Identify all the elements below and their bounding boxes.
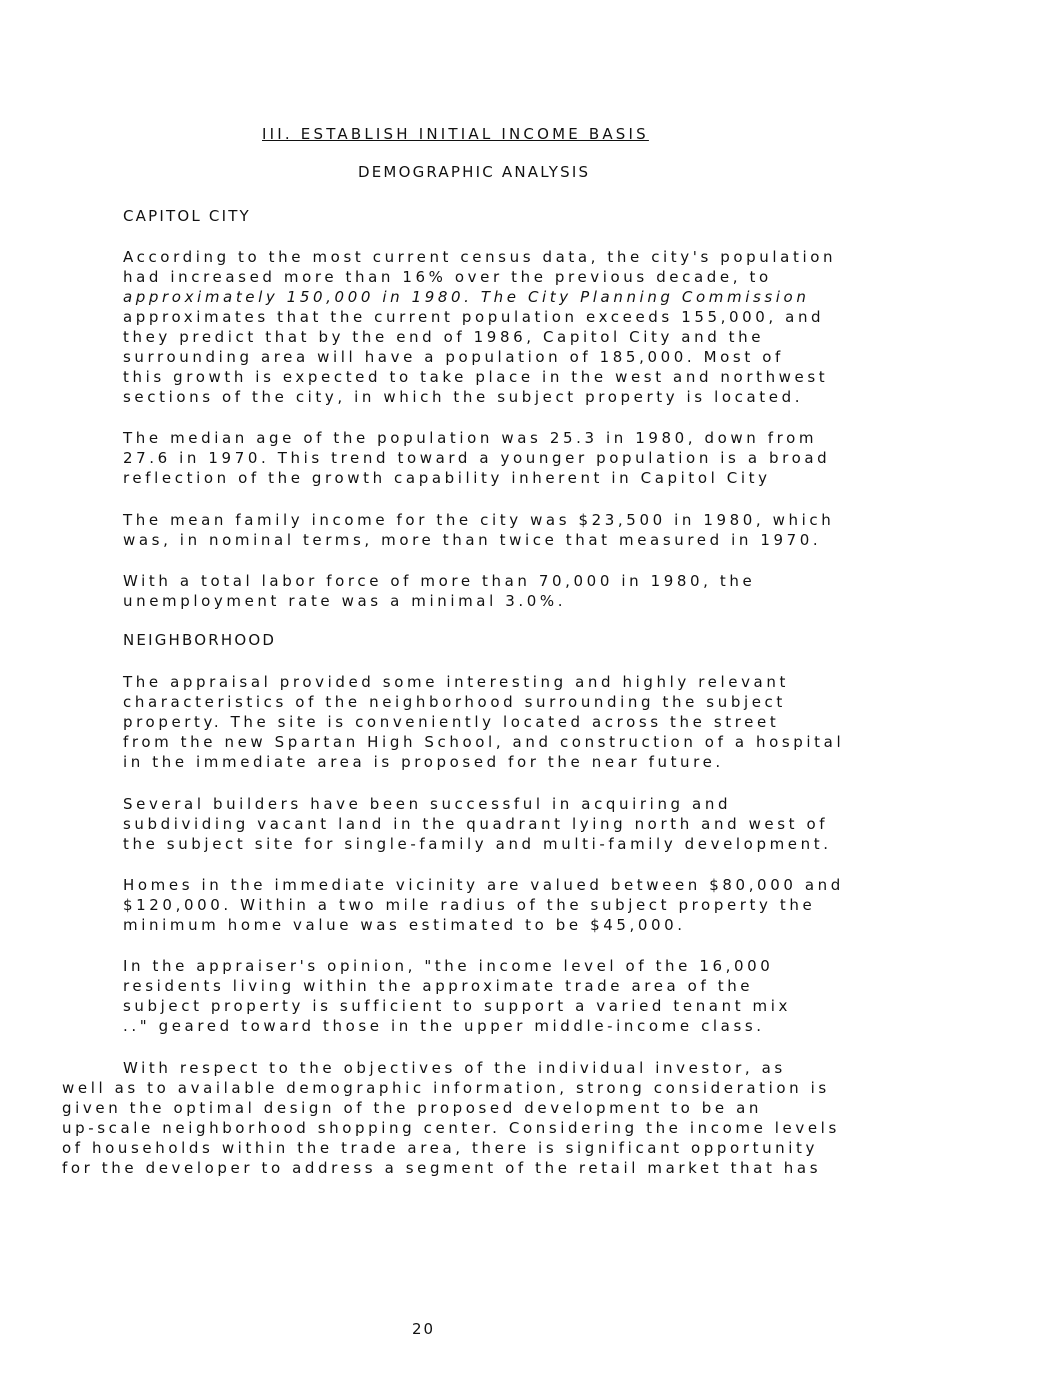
- text-line: well as to available demographic information, strong consideration is: [62, 1079, 830, 1097]
- text-line: this growth is expected to take place in the west and northwest: [123, 368, 829, 386]
- text-line: residents living within the approximate trade area of the: [123, 977, 754, 995]
- text-line: subject property is sufficient to support a varied tenant mix: [123, 997, 792, 1015]
- text-line: property. The site is conveniently located across the street: [123, 713, 780, 731]
- text-line: Several builders have been successful in acquiring and: [123, 795, 732, 813]
- text-line: sections of the city, in which the subject property is located.: [123, 388, 804, 406]
- heading-capitol-city: CAPITOL CITY: [123, 207, 251, 225]
- text-line: .." geared toward those in the upper middle-income class.: [123, 1017, 765, 1035]
- text-line: reflection of the growth capability inherent in Capitol City: [123, 469, 771, 487]
- text-line: for the developer to address a segment of the retail market that has: [62, 1159, 822, 1177]
- page-number: 20: [412, 1320, 436, 1338]
- text-line: they predict that by the end of 1986, Capitol City and the: [123, 328, 765, 346]
- text-line: Homes in the immediate vicinity are valued between $80,000 and: [123, 876, 844, 894]
- text-line: given the optimal design of the proposed development to be an: [62, 1099, 763, 1117]
- text-line: 27.6 in 1970. This trend toward a younger population is a broad: [123, 449, 831, 467]
- text-line: minimum home value was estimated to be $45,000.: [123, 916, 686, 934]
- text-line: from the new Spartan High School, and construction of a hospital: [123, 733, 845, 751]
- text-line: the subject site for single-family and multi-family development.: [123, 835, 832, 853]
- page-title: III. ESTABLISH INITIAL INCOME BASIS: [262, 125, 649, 143]
- text-line: up-scale neighborhood shopping center. Considering the income levels: [62, 1119, 840, 1137]
- text-line: had increased more than 16% over the previous decade, to: [123, 268, 772, 286]
- text-line: With respect to the objectives of the individual investor, as: [123, 1059, 786, 1077]
- text-line: approximately 150,000 in 1980. The City Planning Commission: [123, 288, 810, 306]
- text-line: In the appraiser's opinion, "the income level of the 16,000: [123, 957, 774, 975]
- text-line: The mean family income for the city was $23,500 in 1980, which: [123, 511, 835, 529]
- text-line: The median age of the population was 25.3 in 1980, down from: [123, 429, 818, 447]
- section-subtitle: DEMOGRAPHIC ANALYSIS: [358, 163, 591, 181]
- text-line: unemployment rate was a minimal 3.0%.: [123, 592, 567, 610]
- text-line: in the immediate area is proposed for the near future.: [123, 753, 724, 771]
- text-line: $120,000. Within a two mile radius of the subject property the: [123, 896, 816, 914]
- text-line: was, in nominal terms, more than twice that measured in 1970.: [123, 531, 822, 549]
- text-line: subdividing vacant land in the quadrant lying north and west of: [123, 815, 829, 833]
- text-line: of households within the trade area, there is significant opportunity: [62, 1139, 819, 1157]
- heading-neighborhood: NEIGHBORHOOD: [123, 631, 277, 649]
- text-line: surrounding area will have a population of 185,000. Most of: [123, 348, 784, 366]
- text-line: characteristics of the neighborhood surrounding the subject: [123, 693, 786, 711]
- text-line: The appraisal provided some interesting and highly relevant: [123, 673, 789, 691]
- text-line: approximates that the current population exceeds 155,000, and: [123, 308, 825, 326]
- text-line: With a total labor force of more than 70,000 in 1980, the: [123, 572, 756, 590]
- text-line: According to the most current census data, the city's population: [123, 248, 837, 266]
